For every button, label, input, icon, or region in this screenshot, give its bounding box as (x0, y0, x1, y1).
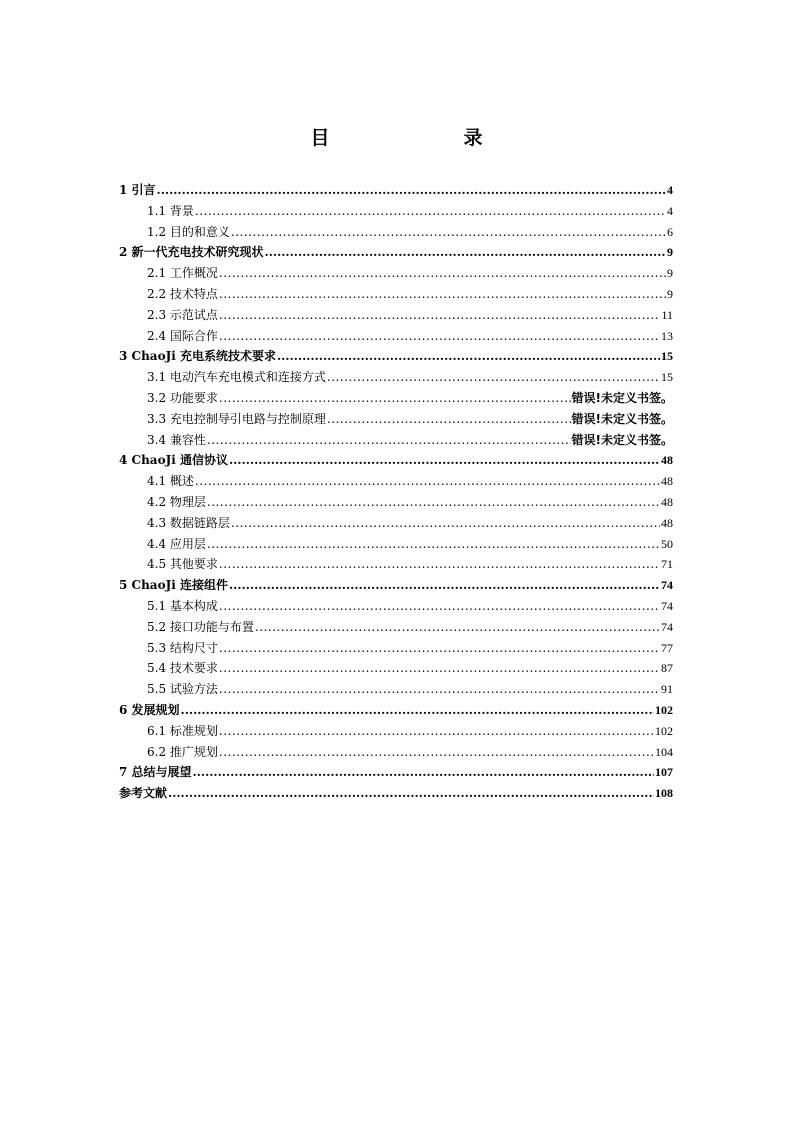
toc-entry-label: 1.1 背景 (147, 203, 194, 218)
toc-entry-label: 参考文献 (119, 786, 168, 801)
toc-dot-leader (327, 367, 660, 388)
toc-section-entry[interactable] (119, 409, 673, 430)
toc-section-entry[interactable] (119, 596, 673, 617)
toc-dot-leader (219, 742, 654, 763)
toc-entry-page-number: 9 (667, 266, 673, 281)
toc-section-entry[interactable] (119, 263, 673, 284)
toc-entry-page-number: 48 (661, 515, 673, 530)
toc-dot-leader (219, 638, 660, 659)
toc-dot-leader (207, 430, 571, 451)
toc-dot-leader (229, 575, 660, 596)
toc-entry-label: 3.1 电动汽车充电模式和连接方式 (147, 370, 326, 385)
toc-chapter-entry[interactable] (119, 180, 673, 201)
toc-dot-leader (219, 284, 666, 305)
toc-section-entry[interactable] (119, 222, 673, 243)
toc-entry-page-number: 9 (667, 245, 673, 260)
toc-entry-page-number: 9 (667, 286, 673, 301)
toc-entry-page-number: 108 (655, 786, 673, 801)
toc-dot-leader (231, 513, 660, 534)
toc-section-entry[interactable] (119, 367, 673, 388)
toc-chapter-entry[interactable] (119, 242, 673, 263)
toc-entry-label: 5.5 试验方法 (147, 682, 218, 697)
toc-entry-label: 2.2 技术特点 (147, 286, 218, 301)
toc-entry-page-number: 104 (655, 744, 673, 759)
toc-entry-page-number: 错误!未定义书签。 (571, 411, 673, 426)
toc-entry-page-number: 77 (661, 640, 673, 655)
toc-section-entry[interactable] (119, 430, 673, 451)
toc-section-entry[interactable] (119, 388, 673, 409)
toc-entry-label: 6.2 推广规划 (147, 744, 218, 759)
toc-dot-leader (219, 554, 660, 575)
toc-dot-leader (219, 388, 571, 409)
toc-dot-leader (193, 762, 654, 783)
toc-entry-page-number: 6 (667, 224, 673, 239)
toc-section-entry[interactable] (119, 742, 673, 763)
toc-entry-page-number: 87 (661, 661, 673, 676)
toc-section-entry[interactable] (119, 284, 673, 305)
toc-chapter-entry[interactable] (119, 450, 673, 471)
toc-entry-label: 3 ChaoJi 充电系统技术要求 (119, 349, 276, 364)
toc-entry-label: 5.2 接口功能与布置 (147, 619, 254, 634)
toc-list (119, 180, 673, 804)
toc-entry-label: 2 新一代充电技术研究现状 (119, 245, 264, 260)
toc-entry-label: 5 ChaoJi 连接组件 (119, 578, 228, 593)
toc-entry-page-number: 15 (661, 349, 673, 364)
toc-dot-leader (219, 658, 660, 679)
toc-entry-label: 4 ChaoJi 通信协议 (119, 453, 228, 468)
toc-entry-label: 4.1 概述 (147, 474, 194, 489)
toc-entry-label: 3.2 功能要求 (147, 390, 218, 405)
toc-entry-page-number: 错误!未定义书签。 (571, 390, 673, 405)
toc-entry-page-number: 91 (661, 682, 673, 697)
toc-entry-label: 5.1 基本构成 (147, 598, 218, 613)
toc-dot-leader (265, 242, 666, 263)
toc-entry-page-number: 50 (661, 536, 673, 551)
toc-entry-page-number: 15 (661, 370, 673, 385)
toc-chapter-entry[interactable] (119, 346, 673, 367)
toc-entry-label: 2.4 国际合作 (147, 328, 218, 343)
toc-entry-page-number: 74 (661, 598, 673, 613)
toc-section-entry[interactable] (119, 534, 673, 555)
toc-section-entry[interactable] (119, 326, 673, 347)
toc-entry-page-number: 74 (661, 578, 673, 593)
toc-section-entry[interactable] (119, 658, 673, 679)
toc-entry-label: 6.1 标准规划 (147, 723, 218, 738)
toc-dot-leader (229, 450, 660, 471)
toc-dot-leader (219, 679, 660, 700)
toc-entry-page-number: 4 (667, 183, 673, 197)
toc-dot-leader (277, 346, 660, 367)
toc-dot-leader (207, 534, 660, 555)
toc-dot-leader (157, 180, 666, 201)
toc-section-entry[interactable] (119, 679, 673, 700)
toc-dot-leader (231, 222, 666, 243)
toc-dot-leader (219, 721, 654, 742)
toc-entry-page-number: 错误!未定义书签。 (571, 432, 673, 447)
toc-entry-page-number: 4 (667, 203, 673, 218)
toc-chapter-entry[interactable] (119, 783, 673, 804)
toc-entry-label: 4.4 应用层 (147, 536, 206, 551)
toc-chapter-entry[interactable] (119, 575, 673, 596)
toc-entry-page-number: 11 (661, 307, 673, 322)
toc-dot-leader (327, 409, 571, 430)
toc-dot-leader (195, 201, 666, 222)
toc-section-entry[interactable] (119, 617, 673, 638)
toc-entry-page-number: 13 (661, 328, 673, 343)
toc-dot-leader (219, 326, 660, 347)
toc-section-entry[interactable] (119, 201, 673, 222)
toc-entry-label: 1.2 目的和意义 (147, 224, 230, 239)
toc-entry-label: 5.3 结构尺寸 (147, 640, 218, 655)
toc-entry-page-number: 74 (661, 619, 673, 634)
toc-section-entry[interactable] (119, 492, 673, 513)
toc-entry-label: 2.1 工作概况 (147, 266, 218, 281)
toc-section-entry[interactable] (119, 513, 673, 534)
toc-entry-label: 6 发展规划 (119, 702, 180, 717)
toc-section-entry[interactable] (119, 721, 673, 742)
toc-entry-label: 4.3 数据链路层 (147, 515, 230, 530)
toc-dot-leader (181, 700, 654, 721)
toc-entry-label: 1 引言 (119, 183, 156, 197)
toc-entry-page-number: 71 (661, 557, 673, 572)
toc-entry-page-number: 48 (661, 474, 673, 489)
toc-dot-leader (219, 263, 666, 284)
toc-dot-leader (207, 492, 660, 513)
toc-title: 目 录 (310, 127, 515, 149)
toc-entry-page-number: 102 (655, 723, 673, 738)
toc-entry-label: 4.5 其他要求 (147, 557, 218, 572)
toc-section-entry[interactable] (119, 638, 673, 659)
toc-chapter-entry[interactable] (119, 700, 673, 721)
toc-entry-label: 4.2 物理层 (147, 494, 206, 509)
toc-dot-leader (168, 783, 654, 804)
toc-entry-label: 7 总结与展望 (119, 765, 192, 780)
toc-dot-leader (219, 596, 660, 617)
toc-entry-page-number: 48 (661, 494, 673, 509)
toc-section-entry[interactable] (119, 305, 673, 326)
toc-entry-label: 2.3 示范试点 (147, 307, 218, 322)
toc-section-entry[interactable] (119, 554, 673, 575)
toc-entry-label: 3.3 充电控制导引电路与控制原理 (147, 411, 326, 426)
toc-entry-page-number: 48 (661, 453, 673, 468)
toc-entry-label: 3.4 兼容性 (147, 432, 206, 447)
toc-dot-leader (219, 305, 661, 326)
toc-entry-label: 5.4 技术要求 (147, 661, 218, 676)
toc-dot-leader (255, 617, 660, 638)
toc-entry-page-number: 107 (655, 765, 673, 780)
toc-entry-page-number: 102 (655, 702, 673, 717)
toc-chapter-entry[interactable] (119, 762, 673, 783)
toc-dot-leader (195, 471, 660, 492)
toc-section-entry[interactable] (119, 471, 673, 492)
